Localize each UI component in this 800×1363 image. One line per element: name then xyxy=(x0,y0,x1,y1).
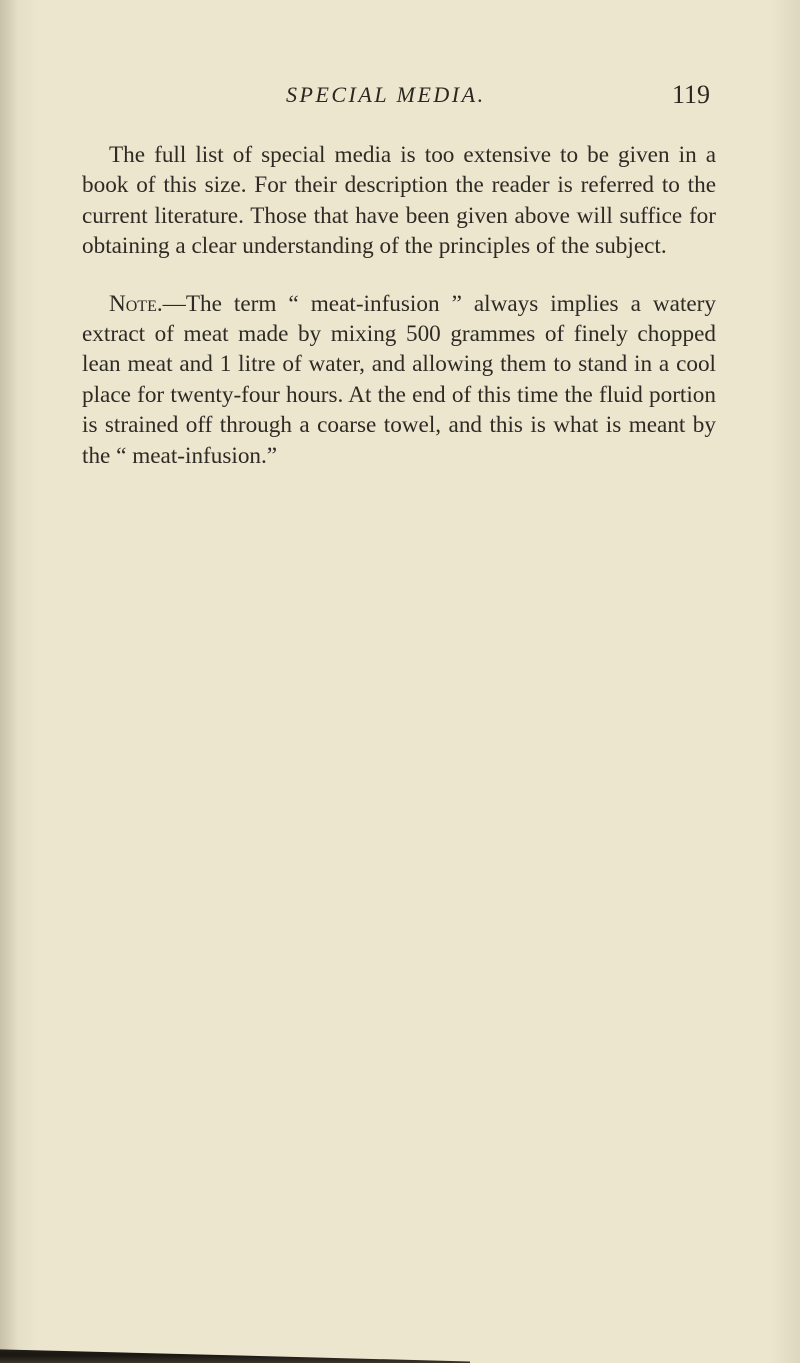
gutter-shadow xyxy=(0,0,18,1363)
bottom-edge-shadow xyxy=(0,1344,470,1363)
running-head xyxy=(286,82,710,122)
paragraph-1 xyxy=(82,140,716,262)
paragraph-note xyxy=(82,289,716,471)
paragraph-1-text: The full list of special media is too extensive to be given in a book of this size. For their description the reader is referred to the current literature. Those that have been given above will suffice for obtaining a clear understanding of the principles of the subject. xyxy=(82,142,716,260)
note-text: —The term “ meat-infusion ” always implies a watery extract of meat made by mixing 500 grammes of finely chopped lean meat and 1 litre of water, and allowing them to stand in a cool place for twenty-four hours. At the end of this time the fluid portion is strained off through a coarse towel, and this is what is meant by the “ meat-infusion.” xyxy=(82,290,716,469)
note-lead: Note. xyxy=(109,290,163,317)
page-number: 119 xyxy=(671,80,710,109)
running-title: SPECIAL MEDIA. xyxy=(286,82,486,107)
body-text xyxy=(82,140,716,471)
